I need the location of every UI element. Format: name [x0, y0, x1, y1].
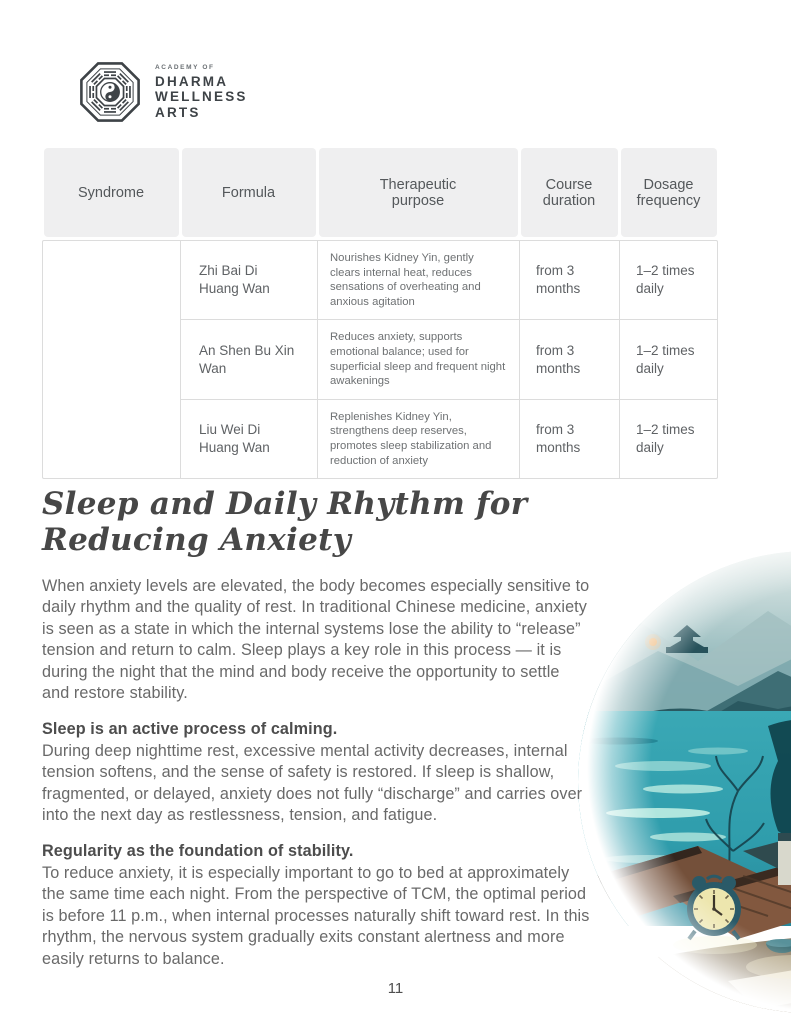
table-cell-frequency: 1–2 times daily: [619, 241, 717, 319]
table-cell-purpose: Reduces anxiety, supports emotional balance; used for superficial sleep and frequent night awakenings: [317, 319, 519, 398]
column-header-formula: Formula: [182, 148, 316, 237]
table-cell-formula: An Shen Bu Xin Wan: [180, 319, 317, 398]
logo-tagline: ACADEMY OF: [155, 63, 215, 71]
table-cell-frequency: 1–2 times daily: [619, 399, 717, 478]
night-lake-scene-svg: [578, 551, 791, 1013]
section-body: During deep nighttime rest, excessive mental activity decreases, internal tension softens, and the sense of safety is restored. If sleep is shallow, fragmented, or delayed, anxiety does not fully “discharge” and carries over into the next day as restlessness, tension, and fatigue.: [42, 741, 583, 825]
logo-text: [155, 64, 248, 121]
formula-table: [42, 148, 718, 479]
table-cell-duration: from 3 months: [519, 241, 619, 319]
article-section: [42, 841, 591, 969]
page-number: 11: [387, 980, 404, 997]
table-cell-formula: Liu Wei Di Huang Wan: [180, 399, 317, 478]
table-cell-formula: Zhi Bai Di Huang Wan: [180, 241, 317, 319]
logo-name-line: WELLNESS: [155, 89, 248, 105]
bagua-icon: [78, 60, 142, 124]
table-body: [42, 240, 718, 479]
table-cell-purpose: Nourishes Kidney Yin, gently clears internal heat, reduces sensations of overheating and anxious agitation: [317, 241, 519, 319]
logo-name-line: ARTS: [155, 104, 201, 120]
column-header-therapeutic-purpose: Therapeutic purpose: [319, 148, 518, 237]
section-title: Sleep and Daily Rhythm for Reducing Anxiety: [42, 486, 528, 558]
section-body: To reduce anxiety, it is especially important to go to bed at approximately the same time each night. From the perspective of TCM, the optimal period is before 11 p.m., when internal processes naturally shift toward rest. In this rhythm, the nervous system gradually exits constant alertness and more easily returns to balance.: [42, 863, 590, 968]
table-cell-duration: from 3 months: [519, 319, 619, 398]
section-lead: Regularity as the foundation of stability.: [42, 842, 354, 861]
logo-name-line: DHARMA: [155, 73, 229, 89]
article: [42, 486, 591, 970]
column-header-course-duration: Course duration: [521, 148, 618, 237]
column-header-syndrome: Syndrome: [44, 148, 179, 237]
brand-logo: [78, 60, 248, 124]
article-section: [42, 719, 591, 826]
table-header-row: [42, 148, 718, 240]
intro-paragraph: When anxiety levels are elevated, the body becomes especially sensitive to daily rhythm and the quality of rest. In traditional Chinese medicine, anxiety is seen as a state in which the internal systems lose the ability to “release” tension and return to calm. Sleep plays a key role in this process — it is during the night that the mind and body receive the opportunity to settle and restore stability.: [42, 577, 590, 703]
section-lead: Sleep is an active process of calming.: [42, 720, 338, 739]
syndrome-cell: [43, 241, 180, 478]
table-cell-frequency: 1–2 times daily: [619, 319, 717, 398]
night-lake-illustration: [578, 551, 791, 1013]
table-cell-duration: from 3 months: [519, 399, 619, 478]
table-cell-purpose: Replenishes Kidney Yin, strengthens deep reserves, promotes sleep stabilization and reduction of anxiety: [317, 399, 519, 478]
column-header-dosage-frequency: Dosage frequency: [621, 148, 717, 237]
